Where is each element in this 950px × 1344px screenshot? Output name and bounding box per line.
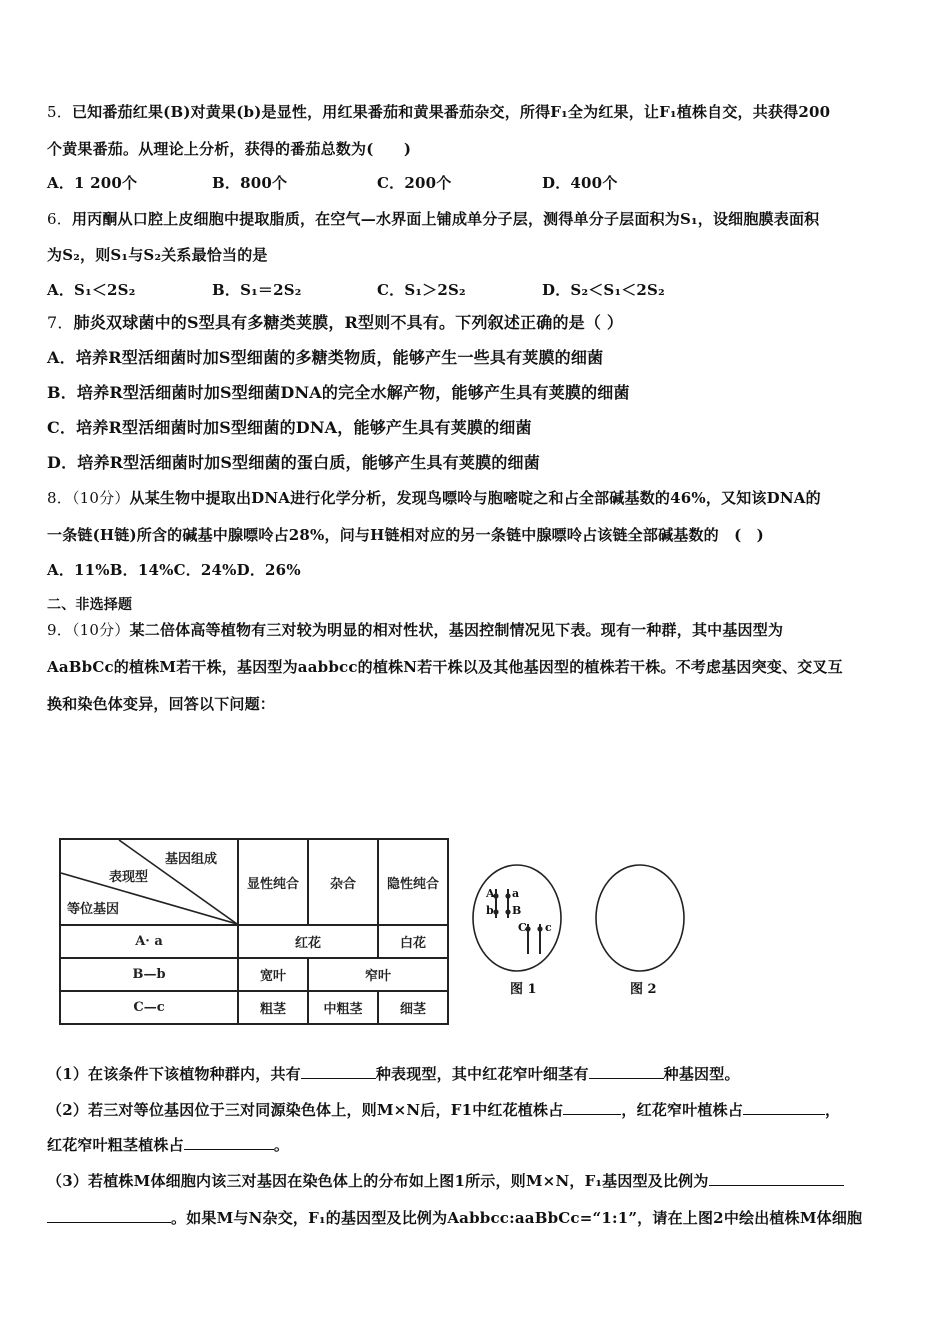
q9-sub2-blank-2[interactable] <box>743 1100 825 1115</box>
q9-sub3-blank-1[interactable] <box>709 1171 844 1186</box>
q7-option-d[interactable]: D．培养R型活细菌时加S型细菌的蛋白质，能够产生具有荚膜的细菌 <box>47 453 540 472</box>
q5-text-2: 个黄果番茄。从理论上分析，获得的番茄总数为( ) <box>47 140 412 158</box>
section-heading-nonchoice: 二、非选择题 <box>47 597 133 613</box>
table-corner-header <box>60 839 238 925</box>
q7-text: 肺炎双球菌中的S型具有多糖类荚膜，R型则不具有。下列叙述正确的是（ ） <box>73 313 624 332</box>
q9-sub1-text-b: 种表现型，其中红花窄叶细茎有 <box>375 1065 589 1083</box>
q9-sub2-line2 <box>47 1135 289 1155</box>
header-recessive-homozygous: 隐性纯合 <box>378 839 448 925</box>
corner-label-phenotype: 表现型 <box>109 870 149 885</box>
q9-sub3-text-b: 。如果M与N杂交，F₁的基因型及比例为Aabbcc:aaBbCc=“1:1”，请在上图2中绘出植株M体细胞 <box>171 1209 863 1227</box>
q9-sub1-text-c: 种基因型。 <box>663 1065 740 1083</box>
figure-1-cell-diagram <box>470 862 566 974</box>
table-cell: 细茎 <box>378 991 448 1024</box>
q5-stem-line1 <box>47 102 830 122</box>
allele-label-c: c <box>545 921 552 934</box>
q8-stem-line1 <box>47 488 821 508</box>
q9-sub3-line2 <box>47 1208 862 1228</box>
q9-sub3-line1 <box>47 1171 844 1191</box>
q7-stem <box>47 313 623 333</box>
q6-option-d[interactable]: D．S₂＜S₁＜2S₂ <box>542 281 665 299</box>
q9-text-2: AaBbCc的植株M若干株，基因型为aabbcc的植株N若干株以及其他基因型的植株若干株。不考虑基因突变、交叉互 <box>47 658 843 676</box>
q7-option-a[interactable]: A．培养R型活细菌时加S型细菌的多糖类物质，能够产生一些具有荚膜的细菌 <box>47 348 604 367</box>
q8-options[interactable]: A．11%B．14%C．24%D．26% <box>47 561 301 579</box>
row-gene-label: C—c <box>60 991 238 1024</box>
row-gene-label: B—b <box>60 958 238 991</box>
q9-sub2-blank-1[interactable] <box>563 1100 621 1115</box>
q9-sub2-text-b: ，红花窄叶植株占 <box>621 1101 744 1119</box>
q9-stem-line1 <box>47 620 783 640</box>
q6-text-2: 为S₂，则S₁与S₂关系最恰当的是 <box>47 246 268 264</box>
header-dominant-homozygous: 显性纯合 <box>238 839 308 925</box>
q9-sub1-blank-2[interactable] <box>589 1064 664 1079</box>
q6-options <box>47 280 665 300</box>
q8-score: （10分） <box>71 489 130 507</box>
q9-sub2-line1 <box>47 1100 840 1120</box>
table-cell: 红花 <box>238 925 378 958</box>
q5-number: 5． <box>47 103 72 121</box>
allele-label-B: B <box>512 904 522 917</box>
figure-2-cell-diagram[interactable] <box>594 862 686 974</box>
q7-option-c[interactable]: C．培养R型活细菌时加S型细菌的DNA，能够产生具有荚膜的细菌 <box>47 418 532 437</box>
allele-label-a: a <box>512 887 520 900</box>
figure-1-caption: 图 1 <box>510 982 537 997</box>
q7-number: 7． <box>47 313 74 332</box>
q9-sub3-blank-2[interactable] <box>47 1208 171 1223</box>
q6-stem-line2 <box>47 245 268 265</box>
q9-text-3: 换和染色体变异，回答以下问题： <box>47 695 276 713</box>
q6-text-1: 用丙酮从口腔上皮细胞中提取脂质，在空气—水界面上铺成单分子层，测得单分子层面积为S₁，设细胞膜表面积 <box>71 210 820 228</box>
corner-label-allele: 等位基因 <box>67 902 120 917</box>
q9-number: 9． <box>47 621 72 639</box>
q9-sub2-blank-3[interactable] <box>184 1135 274 1150</box>
table-cell: 宽叶 <box>238 958 308 991</box>
q8-text-2: 一条链(H链)所含的碱基中腺嘌呤占28%，问与H链相对应的另一条链中腺嘌呤占该链全部碱基数的 ( ) <box>47 526 764 544</box>
q6-number: 6． <box>47 210 72 228</box>
figure-2-caption: 图 2 <box>630 982 657 997</box>
gene-control-table <box>59 838 449 1025</box>
table-cell: 粗茎 <box>238 991 308 1024</box>
q9-sub1-text-a: （1）在该条件下该植物种群内，共有 <box>47 1065 301 1083</box>
q9-score: （10分） <box>71 621 130 639</box>
header-heterozygous: 杂合 <box>308 839 378 925</box>
table-row <box>60 925 448 958</box>
corner-label-genotype: 基因组成 <box>165 852 218 867</box>
q9-sub2-text-a: （2）若三对等位基因位于三对同源染色体上，则M×N后，F1中红花植株占 <box>47 1101 564 1119</box>
q9-sub1 <box>47 1064 740 1084</box>
row-gene-label: A· a <box>60 925 238 958</box>
q5-option-b[interactable]: B．800个 <box>212 174 288 192</box>
q9-sub2-text-e: 。 <box>273 1136 290 1154</box>
q9-text-1: 某二倍体高等植物有三对较为明显的相对性状，基因控制情况见下表。现有一种群，其中基因型为 <box>129 621 784 639</box>
q6-option-b[interactable]: B．S₁＝2S₂ <box>212 281 302 299</box>
allele-label-A: A <box>486 887 495 900</box>
q5-options <box>47 173 618 193</box>
q6-stem-line1 <box>47 209 819 229</box>
q9-sub1-blank-1[interactable] <box>301 1064 376 1079</box>
q8-number: 8． <box>47 489 72 507</box>
q9-sub2-text-c: ， <box>825 1101 841 1119</box>
q5-text-1: 已知番茄红果(B)对黄果(b)是显性，用红果番茄和黄果番茄杂交，所得F₁全为红果，让F₁植株自交，共获得200 <box>71 103 831 121</box>
q5-option-d[interactable]: D．400个 <box>542 174 618 192</box>
q9-sub3-text-a: （3）若植株M体细胞内该三对基因在染色体上的分布如上图1所示，则M×N，F₁基因型及比例为 <box>47 1172 709 1190</box>
q5-option-a[interactable]: A．1 200个 <box>47 174 138 192</box>
table-row <box>60 958 448 991</box>
table-cell: 窄叶 <box>308 958 448 991</box>
table-cell: 中粗茎 <box>308 991 378 1024</box>
q6-option-c[interactable]: C．S₁＞2S₂ <box>377 281 466 299</box>
q7-option-b[interactable]: B．培养R型活细菌时加S型细菌DNA的完全水解产物，能够产生具有荚膜的细菌 <box>47 383 630 402</box>
table-cell: 白花 <box>378 925 448 958</box>
q5-option-c[interactable]: C．200个 <box>377 174 452 192</box>
q6-option-a[interactable]: A．S₁＜2S₂ <box>47 281 136 299</box>
table-row <box>60 991 448 1024</box>
q5-stem-line2 <box>47 139 411 159</box>
q8-text-1: 从某生物中提取出DNA进行化学分析，发现鸟嘌呤与胞嘧啶之和占全部碱基数的46%，又知该DNA的 <box>129 489 821 507</box>
allele-label-b: b <box>486 904 494 917</box>
q9-sub2-text-d: 红花窄叶粗茎植株占 <box>47 1136 184 1154</box>
allele-label-C: C <box>518 921 527 934</box>
